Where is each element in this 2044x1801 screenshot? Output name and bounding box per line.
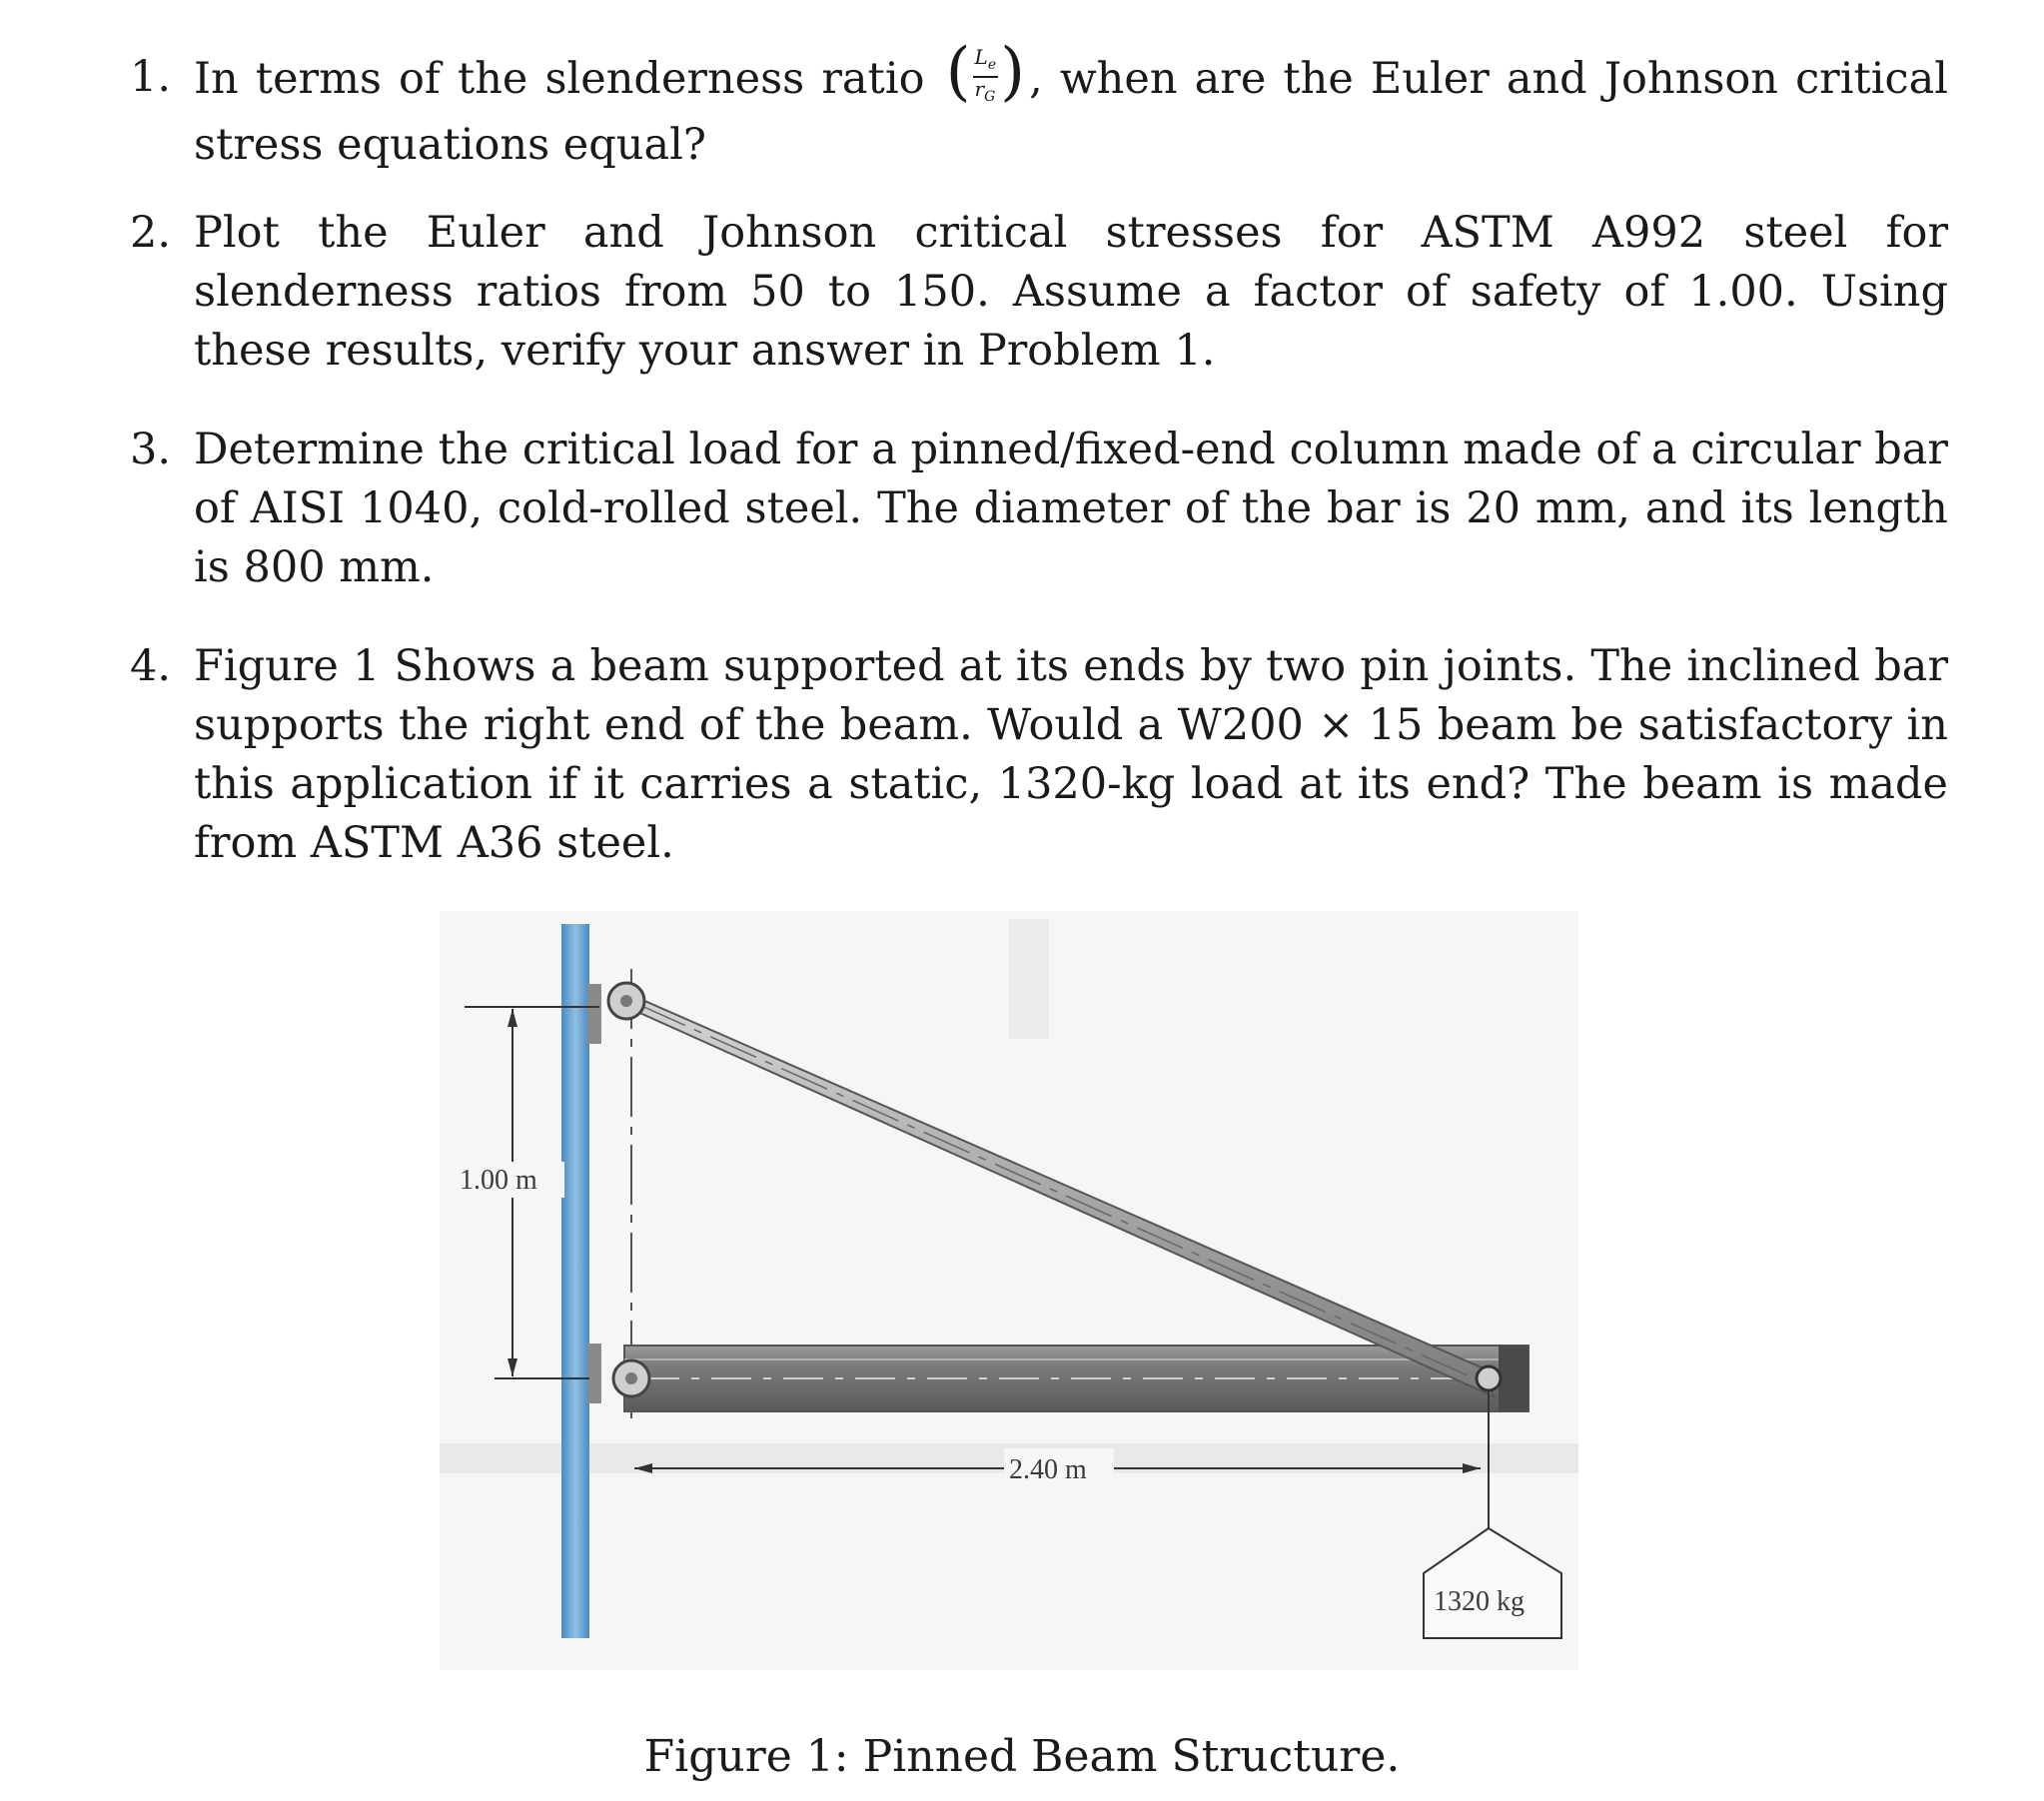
problem-text: Determine the critical load for a pinned/fixed-end column made of a circular bar of AISI 1040, cold-rolled steel. The diameter of the bar is 20 mm, and its length is 800 mm. — [194, 425, 1948, 592]
problem-number: 3. — [130, 425, 172, 474]
lower-pin-hole — [625, 1372, 637, 1384]
length-label: 2.40 m — [1009, 1454, 1087, 1485]
upper-pin-hole — [620, 995, 632, 1007]
problem-number: 1. — [130, 52, 172, 102]
figure-caption: Figure 1: Pinned Beam Structure. — [643, 1731, 1401, 1782]
end-pin — [1477, 1366, 1501, 1390]
height-label: 1.00 m — [460, 1165, 537, 1196]
lower-bracket — [587, 1344, 601, 1403]
beam-end-cap — [1499, 1346, 1529, 1411]
problem-text: Figure 1 Shows a beam supported at its ends by two pin joints. The inclined bar supports the right end of the beam. Would a W200 × 15 beam be satisfactory in this application if it carries a static, 1320-kg load at its end? The beam is made from ASTM A36 steel. — [194, 641, 1948, 868]
problem-number: 4. — [130, 641, 172, 691]
problem-text: In terms of the slenderness ratio ( $\frac{L_e}{r_G}$ ), when are the Euler and Johnson critical stress equations equal? — [194, 35, 1948, 170]
beam-figure — [440, 899, 1578, 1678]
load-label: 1320 kg — [1434, 1586, 1525, 1617]
problem-number: 2. — [130, 208, 172, 258]
faded-column — [1009, 919, 1049, 1039]
slenderness-ratio: ( $\frac{L_e}{r_G}$ ) — [945, 35, 1026, 109]
upper-bracket — [587, 984, 601, 1044]
wall — [561, 924, 589, 1638]
problem-text: Plot the Euler and Johnson critical stresses for ASTM A992 steel for slenderness ratios from 50 to 150. Assume a factor of safety of 1.00. Using these results, verify your answer in Problem 1. — [194, 208, 1948, 376]
